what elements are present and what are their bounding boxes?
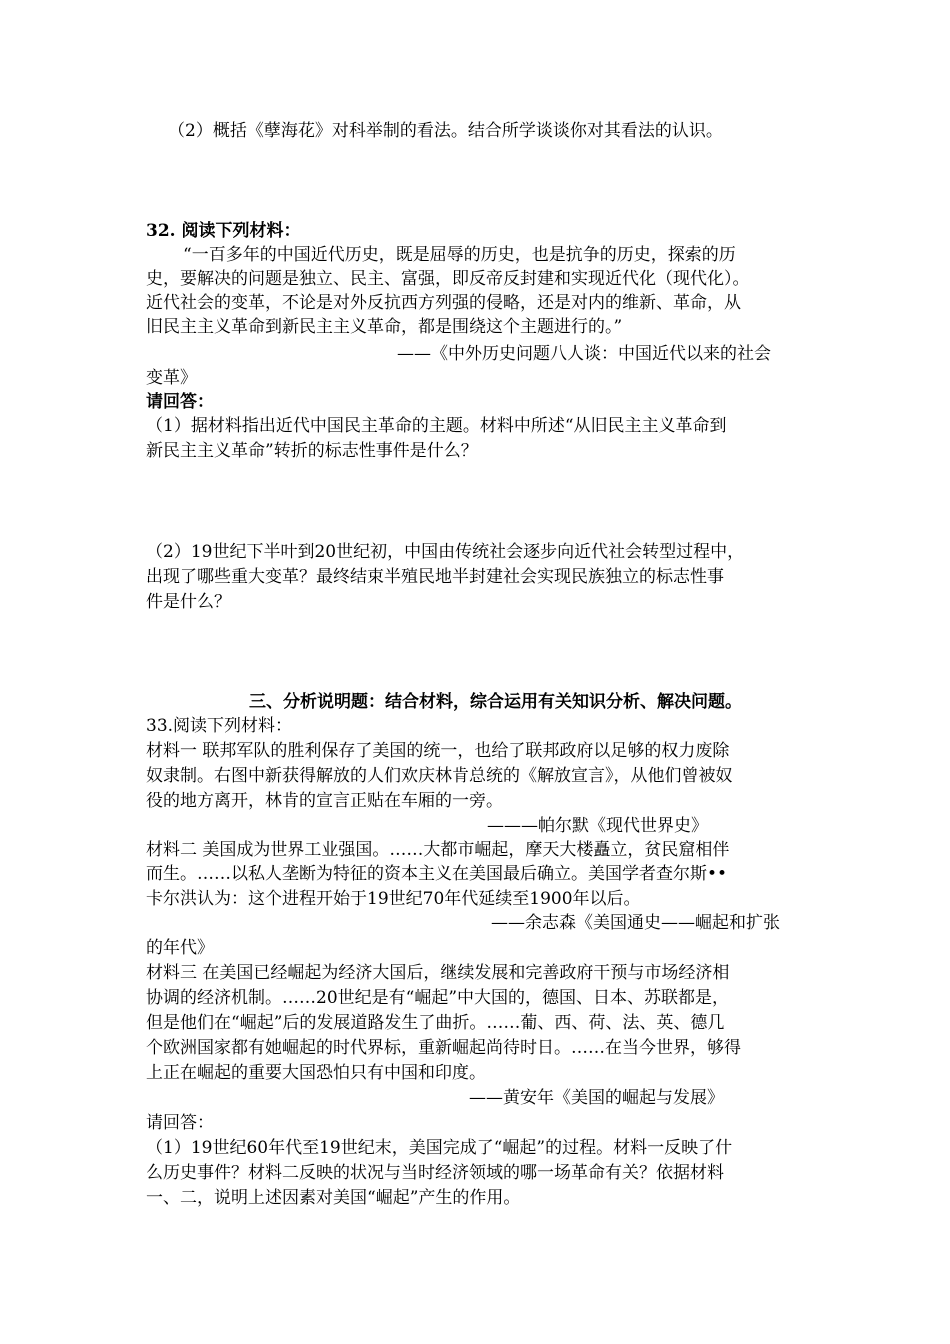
q33-material2-line: 材料二 美国成为世界工业强国。……大都市崛起，摩天大楼矗立，贫民窟相伴 (146, 840, 730, 860)
q33-prompt: 请回答： (146, 1113, 214, 1133)
q32-quote-line: 旧民主主义革命到新民主主义革命，都是围绕这个主题进行的。” (146, 317, 623, 337)
q33-part1-line: （1）19世纪60年代至19世纪末，美国完成了“崛起”的过程。材料一反映了什 (146, 1138, 733, 1158)
q33-material1-line: 奴隶制。右图中新获得解放的人们欢庆林肯总统的《解放宣言》，从他们曾被奴 (146, 766, 733, 786)
q33-material3-line: 协调的经济机制。……20世纪是有“崛起”中大国的，德国、日本、苏联都是， (146, 988, 730, 1008)
q32-source-cont: 变革》 (146, 368, 197, 388)
section3-heading: 三、分析说明题：结合材料，综合运用有关知识分析、解决问题。 (249, 692, 742, 712)
q33-material2-line: 而生。……以私人垄断为特征的资本主义在美国最后确立。美国学者查尔斯•• (146, 864, 728, 884)
q33-material2-line: 卡尔洪认为：这个进程开始于19世纪70年代延续至1900年以后。 (146, 889, 641, 909)
q33-material3-line: 材料三 在美国已经崛起为经济大国后，继续发展和完善政府干预与市场经济相 (146, 963, 730, 983)
q33-material2-source: ——余志森《美国通史——崛起和扩张 (491, 913, 780, 933)
q32-part1-line: （1）据材料指出近代中国民主革命的主题。材料中所述“从旧民主主义革命到 (146, 416, 727, 436)
q33-material3-line: 但是他们在“崛起”后的发展道路发生了曲折。……葡、西、荷、法、英、德几 (146, 1013, 725, 1033)
q32-part1-line: 新民主主义革命”转折的标志性事件是什么？ (146, 441, 478, 461)
q33-material1-source: ———帕尔默《现代世界史》 (487, 816, 708, 836)
q32-heading: 32. 阅读下列材料： (146, 221, 301, 241)
q31-part2: （2）概括《孽海花》对科举制的看法。结合所学谈谈你对其看法的认识。 (168, 121, 723, 141)
q32-quote-line: “一百多年的中国近代历史，既是屈辱的历史，也是抗争的历史，探索的历 (183, 245, 736, 265)
q33-part1-line: 么历史事件？材料二反映的状况与当时经济领域的哪一场革命有关？依据材料 (146, 1163, 724, 1183)
q33-material2-source-cont: 的年代》 (146, 938, 214, 958)
q32-part2-line: 出现了哪些重大变革？最终结束半殖民地半封建社会实现民族独立的标志性事 (146, 567, 724, 587)
q33-material1-line: 材料一 联邦军队的胜利保存了美国的统一，也给了联邦政府以足够的权力废除 (146, 741, 730, 761)
q33-part1-line: 一、二，说明上述因素对美国“崛起”产生的作用。 (146, 1188, 521, 1208)
q32-part2-line: （2）19世纪下半叶到20世纪初，中国由传统社会逐步向近代社会转型过程中， (146, 542, 745, 562)
q32-source: ——《中外历史问题八人谈：中国近代以来的社会 (397, 344, 771, 364)
q32-prompt: 请回答： (146, 392, 214, 412)
q33-heading: 33.阅读下列材料： (146, 716, 293, 736)
q33-material3-line: 上正在崛起的重要大国恐怕只有中国和印度。 (146, 1063, 486, 1083)
q32-part2-line: 件是什么？ (146, 592, 231, 612)
q33-material3-line: 个欧洲国家都有她崛起的时代界标，重新崛起尚待时日。……在当今世界，够得 (146, 1038, 741, 1058)
q33-material1-line: 役的地方离开，林肯的宣言正贴在车厢的一旁。 (146, 791, 503, 811)
q32-quote-line: 近代社会的变革，不论是对外反抗西方列强的侵略，还是对内的维新、革命，从 (146, 293, 741, 313)
q33-material3-source: ——黄安年《美国的崛起与发展》 (469, 1088, 724, 1108)
q32-quote-line: 史，要解决的问题是独立、民主、富强，即反帝反封建和实现近代化（现代化）。 (146, 269, 750, 289)
